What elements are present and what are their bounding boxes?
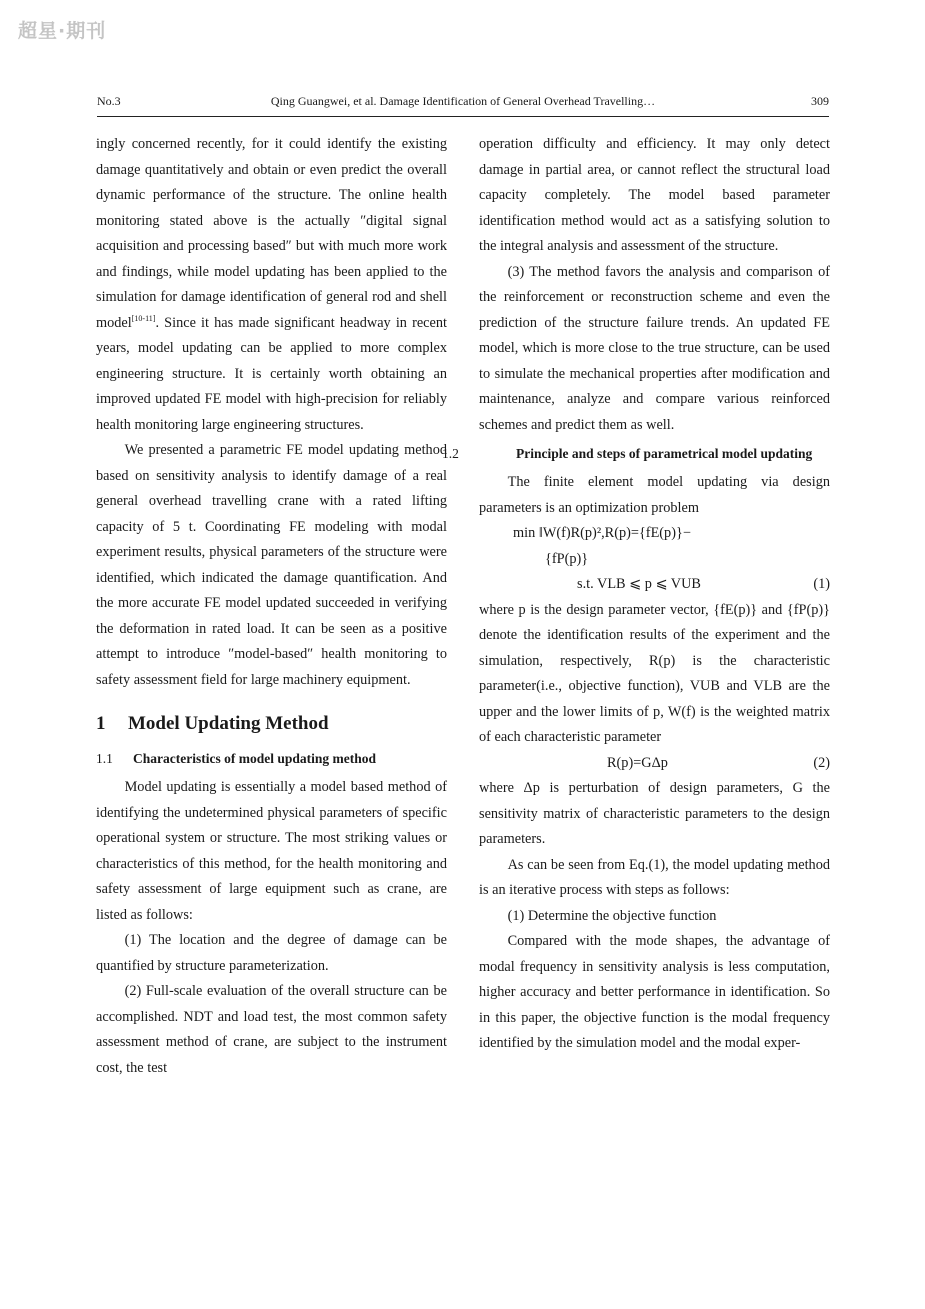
- equation-1: min ‖W(f)R(p)²,R(p)={fE(p)}− {fP(p)} s.t. VLB ⩽ p ⩽ VUB (1): [479, 521, 830, 598]
- paragraph: As can be seen from Eq.(1), the model updating method is an iterative process with steps as follows:: [479, 856, 830, 898]
- paragraph: Model updating is essentially a model based method of identifying the undetermined physical parameters of specific operational system or structure. The most striking values or characteristics of this method, for the health monitoring and safety assessment of large equipment such as crane, are listed as follows:: [96, 779, 447, 923]
- list-item: (2) Full-scale evaluation of the overall structure can be accomplished. NDT and load test, the most common safety assessment method of crane, are subject to the instrument cost, the test: [96, 983, 447, 1076]
- section-heading: 1 Model Updating Method: [96, 713, 329, 734]
- left-column: [96, 132, 447, 1081]
- equation-2: R(p)=GΔp (2): [479, 751, 830, 777]
- right-column: [442, 132, 830, 1057]
- running-title: Qing Guangwei, et al. Damage Identification of General Overhead Travelling…: [270, 94, 656, 108]
- paragraph: where Δp is perturbation of design parameters, G the sensitivity matrix of characteristic parameters to the design parameters.: [479, 780, 830, 847]
- equation-number: (1): [813, 576, 830, 592]
- paragraph: The finite element model updating via design parameters is an optimization problem: [479, 474, 830, 516]
- paragraph: Compared with the mode shapes, the advantage of modal frequency in sensitivity analysis is less computation, higher accuracy and better performance in identification. So in this paper, the objective function is the modal frequency identified by the simulation model and the modal exper-: [479, 933, 830, 1051]
- subsection-heading: 1.1 Characteristics of model updating method: [96, 751, 376, 766]
- page-number: 309: [811, 94, 829, 108]
- paragraph: We presented a parametric FE model updating method based on sensitivity analysis to identify damage of a real general overhead travelling crane with a rated lifting capacity of 5 t. Coordinating FE modeling with modal experiment results, physical parameters of the structure were identified, which indicated the damage quantification. And the more accurate FE model updated succeeded in verifying the deformation in rated load. It can be seen as a positive attempt to introduce ″model-based″ health monitoring to safety assessment field for large machinery equipment.: [96, 442, 447, 688]
- equation-number: (2): [813, 754, 830, 771]
- list-item: (1) Determine the objective function: [507, 907, 717, 924]
- paragraph: operation difficulty and efficiency. It may only detect damage in partial area, or cannot reflect the structural load capacity completely. The model based parameter identification method would act as a satisfying solution to the integral analysis and assessment of the structure.: [479, 136, 830, 254]
- paragraph: where p is the design parameter vector, {fE(p)} and {fP(p)} denote the identification results of the experiment and the simulation, respectively, R(p) is the characteristic parameter(i.e., objective function), VUB and VLB are the upper and the lower limits of p, W(f) is the weighted matrix of each characteristic parameter: [479, 601, 830, 745]
- citation: [10-11]: [131, 313, 156, 323]
- watermark-logo: 超星·期刊: [18, 20, 107, 42]
- issue-number: No.3: [97, 94, 121, 108]
- subsection-heading: 1.2 Principle and steps of parametrical model updating: [442, 446, 813, 461]
- paragraph: ingly concerned recently, for it could identify the existing damage quantitatively and obtain or even predict the overall dynamic performance of the structure. The online health monitoring stated above is the actually ″digital signal acquisition and processing based″ but with much more work and findings, while model updating has been applied to the simulation for damage identification of general rod and shell model[10-11]. Since it has made significant headway in recent years, model updating can be applied to more complex engineering structure. It is certainly worth obtaining an improved updated FE model with high-precision for reliably health monitoring large engineering structures.: [96, 136, 447, 433]
- list-item: (3) The method favors the analysis and comparison of the reinforcement or reconstruction scheme and even the prediction of the structure failure trends. An updated FE model, which is more close to the true structure, can be used to simulate the mechanical properties after modification and maintenance, analyze and compare various reinforced schemes and predict them as well.: [479, 263, 830, 433]
- list-item: (1) The location and the degree of damage can be quantified by structure parameterization.: [96, 932, 447, 974]
- running-header: [97, 94, 829, 117]
